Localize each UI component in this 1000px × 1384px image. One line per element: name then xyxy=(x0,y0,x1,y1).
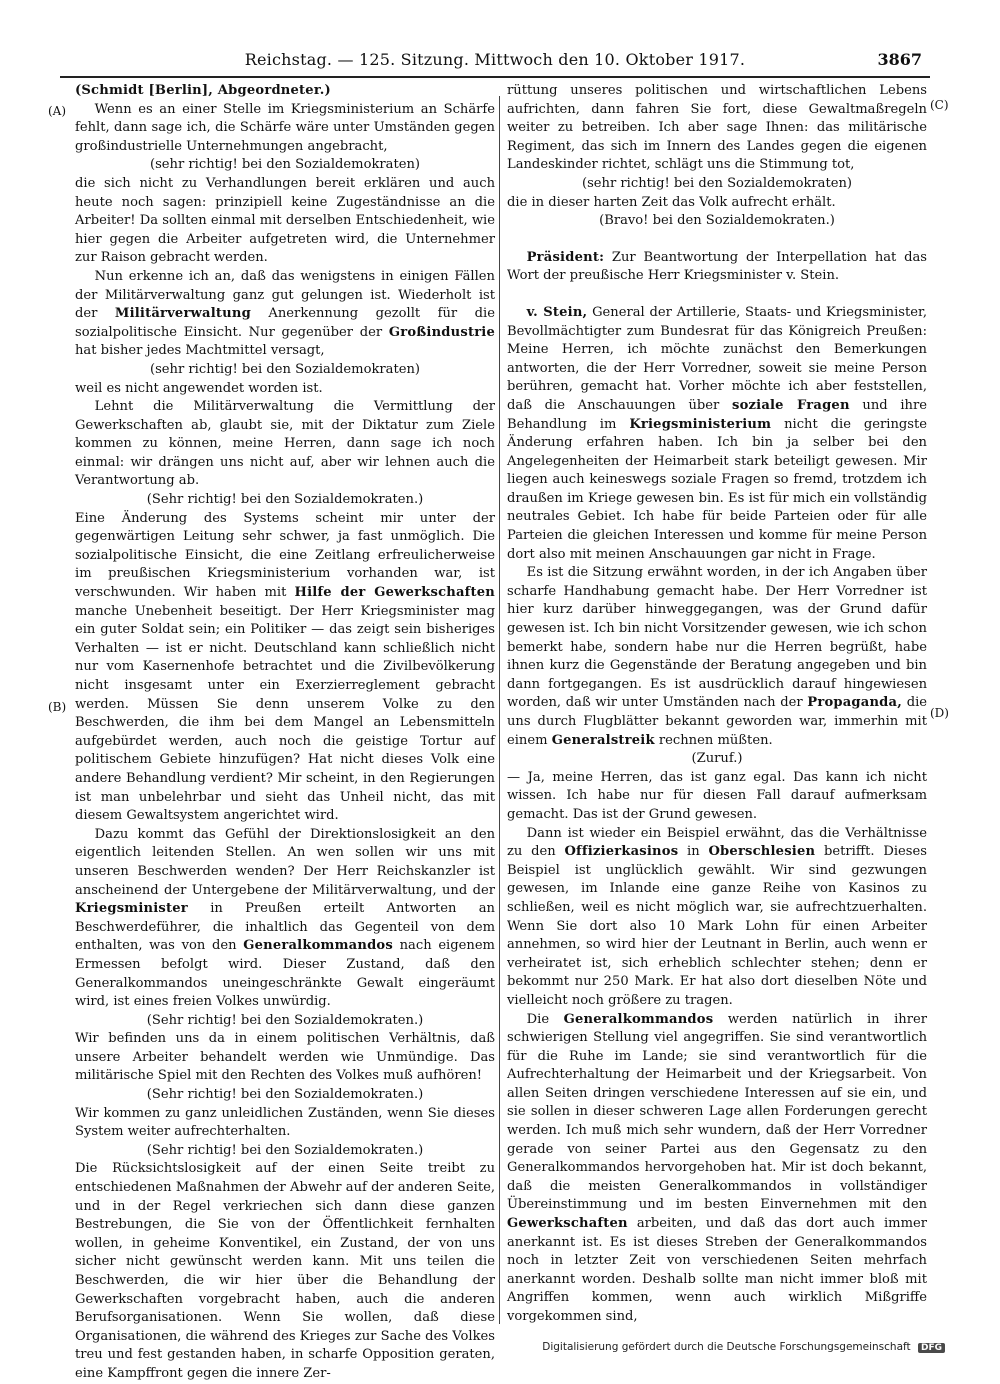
dfg-logo: DFG xyxy=(918,1343,945,1353)
interjection: (sehr richtig! bei den Sozialdemokraten) xyxy=(149,361,421,377)
paragraph: Dazu kommt das Gefühl der Direktionslosigkeit an den eigentlich leitenden Stellen. An wen sollen wir uns mit unseren Beschwerden wenden? Der Herr Reichskanzler ist anscheinend der Untergebene der Militärverwaltung, und der Kriegsminister in Preußen erteilt Antworten an Beschwerdeführer, die inhaltlich das Gegenteil von dem enthalten, was von den Generalkommandos nach eigenem Ermessen befolgt wird. Dieser Zustand, daß den Generalkommandos uneingeschränkte Gewalt eingeräumt wird, ist eines freien Volkes unwürdig. xyxy=(75,826,495,1010)
page-header xyxy=(60,46,930,78)
column-divider xyxy=(499,96,500,1324)
interjection: (Bravo! bei den Sozialdemokraten.) xyxy=(599,213,835,229)
paragraph: Nun erkenne ich an, daß das wenigstens in einigen Fällen der Militärverwaltung ganz gut gelungen ist. Wiederholt ist der Militärverwaltung Anerkennung gezollt für die sozialpolitische Einsicht. Nur gegenüber der Großindustrie hat bisher jedes Machtmittel versagt, xyxy=(75,268,495,359)
interjection: (sehr richtig! bei den Sozialdemokraten) xyxy=(581,175,853,191)
interjection: (Sehr richtig! bei den Sozialdemokraten.) xyxy=(146,1012,424,1028)
paragraph: — Ja, meine Herren, das ist ganz egal. Das kann ich nicht wissen. Ich habe nur für diesen Fall darauf aufmerksam gemacht. Das ist der Grund gewesen. xyxy=(507,769,927,822)
interjection: (Sehr richtig! bei den Sozialdemokraten.) xyxy=(146,1142,424,1158)
margin-mark-d: (D) xyxy=(930,706,949,720)
interjection: (sehr richtig! bei den Sozialdemokraten) xyxy=(149,157,421,173)
interjection: (Zuruf.) xyxy=(691,751,743,767)
paragraph: Die Generalkommandos werden natürlich in ihrer schwierigen Stellung viel angegriffen. Sie sind verantwortlich für die Ruhe im Lande; sie sind verantwortlich für die Aufrechterhaltung der Heimarbeit und der Kriegsarbeit. Von allen Seiten dringen verschiedene Interessen auf sie ein, und sie sollen in dieser schweren Lage allen Forderungen gerecht werden. Ich muß mich sehr wundern, daß der Herr Vorredner gerade von seiner Partei aus den Gegensatz zu den Generalkommandos hervorgehoben hat. Mir ist doch bekannt, daß die meisten Generalkommandos in vollständiger Übereinstimmung und im besten Einvernehmen mit den Gewerkschaften arbeiten, und daß das dort auch immer anerkannt ist. Es ist dieses Streben der Generalkommandos noch in letzter Zeit von verschiedenen Seiten mehrfach anerkannt worden. Deshalb sollte man nicht immer bloß mit Angriffen kommen, wenn auch wirklich Mißgriffe vorgekommen sind, xyxy=(507,1011,927,1324)
paragraph: Es ist die Sitzung erwähnt worden, in der ich Angaben über scharfe Handhabung gemacht habe. Der Herr Vorredner ist hier kurz darüber hinweggegangen, was der Grund dafür gewesen ist. Ich bin nicht Vorsitzender gewesen, wie ich schon bemerkt habe, sondern habe nur die Herren begrüßt, habe ihnen kurz die Gegenstände der Beratung angegeben und bin dann fortgegangen. Es ist ausdrücklich darauf hingewiesen worden, daß wir unter Umständen nach der Propaganda, die uns durch Flugblätter bekannt geworden war, immerhin mit einem Generalstreik rechnen müßten. xyxy=(507,565,928,748)
speaker-label: Präsident: xyxy=(526,249,605,265)
stein-statement: v. Stein, General der Artillerie, Staats- und Kriegsminister, Bevollmächtigter zum Bundesrat für das Königreich Preußen: Meine Herren, ich möchte zunächst den Bemerkungen antworten, die der Herr Vorredner, soweit sie meine Person berühren, gemacht hat. Vorher möchte ich aber feststellen, daß die Anschauungen über soziale Fragen und ihre Behandlung im Kriegsministerium nicht die geringste Änderung erfahren haben. Ich bin ja selber bei den Angelegenheiten der Heimarbeit stark beteiligt gewesen. Mir liegen auch keineswegs soziale Fragen so fremd, trotzdem ich draußen im Kriege gewesen bin. Es ist für mich ein vollständig neutrales Gebiet. Ich habe für beide Parteien oder für alle Parteien die gleichen Interessen und komme für meine Person dort also mit meinen Anschauungen gar nicht in Frage. xyxy=(507,304,927,562)
right-column xyxy=(507,82,927,1327)
paragraph: Wenn es an einer Stelle im Kriegsministerium an Schärfe fehlt, dann sage ich, die Schärfe wäre unter Umständen gegen großindustrielle Unternehmungen angebracht, xyxy=(75,101,495,154)
paragraph: die in dieser harten Zeit das Volk aufrecht erhält. xyxy=(507,194,836,210)
interjection: (Sehr richtig! bei den Sozialdemokraten.) xyxy=(146,1087,424,1103)
speaker-label: v. Stein, xyxy=(526,304,588,320)
margin-mark-b: (B) xyxy=(48,700,67,714)
footer-text: Digitalisierung gefördert durch die Deutsche Forschungsgemeinschaft xyxy=(542,1341,911,1353)
paragraph: Wir kommen zu ganz unleidlichen Zuständen, wenn Sie dieses System weiter aufrechterhalten. xyxy=(75,1105,495,1140)
speaker-attribution: (Schmidt [Berlin], Abgeordneter.) xyxy=(75,83,331,98)
paragraph: weil es nicht angewendet worden ist. xyxy=(75,380,323,396)
paragraph: die sich nicht zu Verhandlungen bereit erklären und auch heute noch sagen: prinzipiell keine Zugeständnisse an die Arbeiter! Da sollten einmal mit derselben Entschiedenheit, wie hier gegen die Arbeiter aufgetreten wird, die Unternehmer zur Raison gebracht werden. xyxy=(75,175,495,266)
left-column xyxy=(75,82,495,1384)
page-number: 3867 xyxy=(877,50,922,69)
president-statement: Präsident: Zur Beantwortung der Interpellation hat das Wort der preußische Herr Kriegsminister v. Stein. xyxy=(507,249,927,284)
paragraph: Wir befinden uns da in einem politischen Verhältnis, daß unsere Arbeiter behandelt werden wie Unmündige. Das militärische Spiel mit den Rechten des Volkes muß aufhören! xyxy=(75,1031,495,1084)
margin-mark-a: (A) xyxy=(48,104,67,118)
margin-mark-c: (C) xyxy=(930,98,949,112)
page-title: Reichstag. — 125. Sitzung. Mittwoch den 10. Oktober 1917. xyxy=(244,50,746,69)
paragraph: rüttung unseres politischen und wirtschaftlichen Lebens aufrichten, dann fahren Sie fort, diese Gewaltmaßregeln weiter zu betreiben. Ich aber sage Ihnen: das militärische Regiment, das sich im Innern des Landes gegen die eigenen Landeskinder richtet, schlägt uns die Stimmung tot, xyxy=(507,83,927,173)
paragraph: Die Rücksichtslosigkeit auf der einen Seite treibt zu entschiedenen Maßnahmen der Abwehr auf der anderen Seite, und in der Regel verkriechen sich dann diese ganzen Bestrebungen, die Sie von der Öffentlichkeit fernhalten wollen, in geheime Konventikel, ein Zustand, der von uns sicher nicht gewünscht werden kann. Mit uns teilen die Beschwerden, die wir hier über die Behandlung der Gewerkschaften vorgebracht haben, auch die anderen Berufsorganisationen. Wenn Sie wollen, daß diese Organisationen, die während des Krieges zur Sache des Volkes treu und fest gestanden haben, in scharfe Opposition geraten, eine Kampffront gegen die innere Zer- xyxy=(75,1161,495,1381)
interjection: (Sehr richtig! bei den Sozialdemokraten.) xyxy=(146,492,424,508)
paragraph: Eine Änderung des Systems scheint mir unter der gegenwärtigen Leitung sehr schwer, ja fast unmöglich. Die sozialpolitische Einsicht, die eine Zeitlang erfreulicherweise im preußischen Kriegsministerium vorhanden war, ist verschwunden. Wir haben mit Hilfe der Gewerkschaften manche Unebenheit beseitigt. Der Herr Kriegsminister mag ein guter Soldat sein; ein Politiker — das zeigt sein bisheriges Verhalten — ist er nicht. Deutschland kann schließlich nicht nur vom Kasernenhofe betrachtet und die Zivilbevölkerung nicht insgesamt unter ein Exerzierreglement gebracht werden. Müssen Sie denn unserem Volke zu den Beschwerden, die ihm bei dem Mangel an Lebensmitteln aufgebürdet werden, auch noch die geistige Tortur auf politischem Gebiete hinzufügen? Hat nicht dieses Volk eine andere Behandlung verdient? Mir scheint, in den Regierungen ist man unbelehrbar und sieht das Unheil nicht, das mit diesem Gewaltsystem angerichtet wird. xyxy=(75,510,495,824)
paragraph: Lehnt die Militärverwaltung die Vermittlung der Gewerkschaften ab, glaubt sie, mit der Diktatur zum Ziele kommen zu können, meine Herren, dann sage ich noch einmal: wir drängen uns nicht auf, aber wir lehnen auch die Verantwortung ab. xyxy=(75,399,495,489)
paragraph: Dann ist wieder ein Beispiel erwähnt, das die Verhältnisse zu den Offizierkasinos in Oberschlesien betrifft. Dieses Beispiel ist unglücklich gewählt. Wir sind gezwungen gewesen, im Inlande eine ganze Reihe von Kasinos zu schließen, weil es nicht möglich war, sie aufrechtzuerhalten. Wenn Sie dort also 10 Mark Lohn für einen Arbeiter annehmen, so wird hier der Leutnant in Berlin, auch wenn er verheiratet ist, sich erheblich schlechter stehen; denn er bekommt nur 250 Mark. Er hat also dort dieselben Nöte und vielleicht noch größere zu tragen. xyxy=(507,825,927,1008)
footer-credit xyxy=(542,1341,945,1353)
